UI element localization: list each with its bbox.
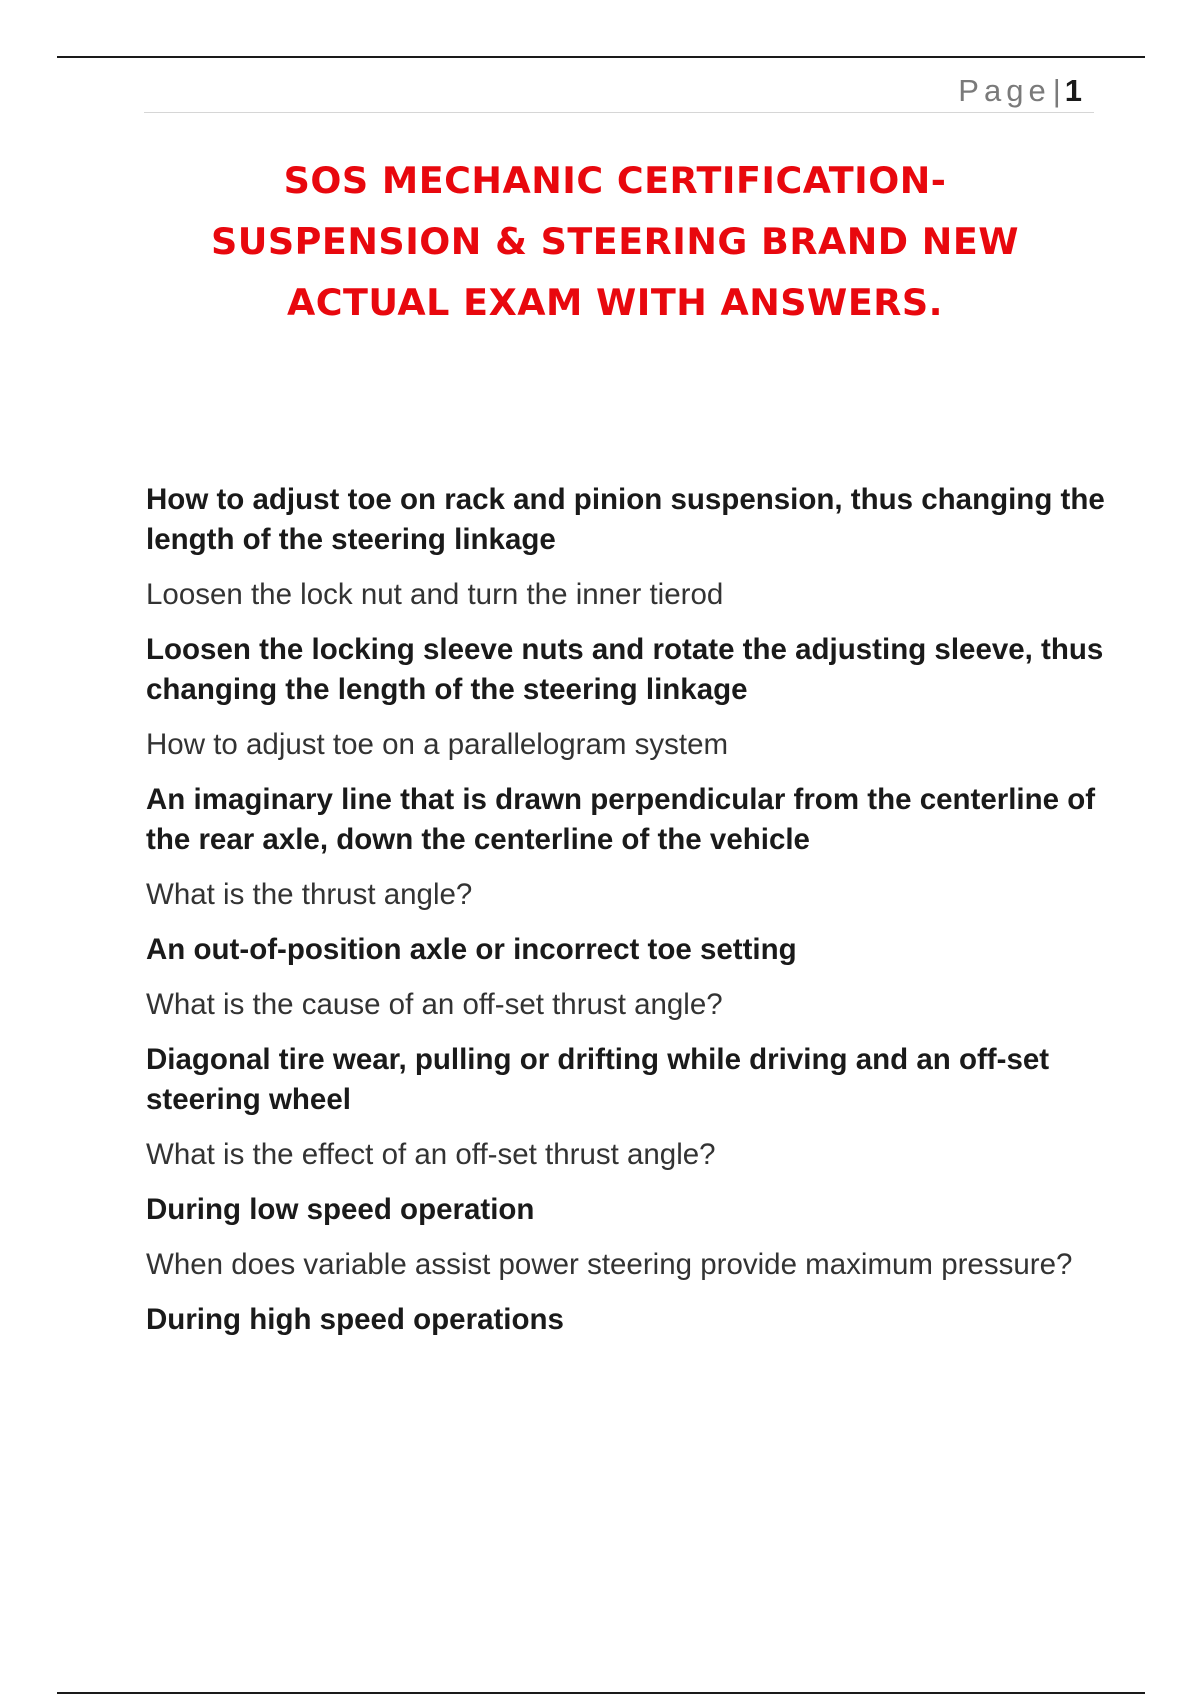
question-text: What is the thrust angle? [146, 878, 473, 911]
answer-text: During low speed operation [146, 1193, 535, 1226]
title-line-3: ACTUAL EXAM WITH ANSWERS. [286, 281, 944, 324]
document-title [150, 150, 1080, 333]
answer-text: An out-of-position axle or incorrect toe setting [146, 933, 797, 966]
answer-text: How to adjust toe on rack and pinion suspension, thus changing the length of the steering linkage [146, 483, 1105, 556]
answer-text: During high speed operations [146, 1303, 564, 1336]
title-line-1: SOS MECHANIC CERTIFICATION- [283, 159, 947, 202]
question-text: How to adjust toe on a parallelogram system [146, 728, 729, 761]
question-text: What is the effect of an off-set thrust angle? [146, 1138, 716, 1171]
question-text: What is the cause of an off-set thrust angle? [146, 988, 723, 1021]
answer-text: Diagonal tire wear, pulling or drifting while driving and an off-set steering wheel [146, 1043, 1050, 1116]
qa-list [146, 480, 1106, 1355]
page-number: 1 [1064, 73, 1082, 108]
page-separator: | [1052, 73, 1061, 108]
question-text: Loosen the lock nut and turn the inner tierod [146, 578, 724, 611]
title-line-2: SUSPENSION & STEERING BRAND NEW [210, 220, 1020, 263]
page-header [144, 70, 1094, 113]
answer-text: An imaginary line that is drawn perpendicular from the centerline of the rear axle, down the centerline of the vehicle [146, 783, 1096, 856]
answer-text: Loosen the locking sleeve nuts and rotate the adjusting sleeve, thus changing the length of the steering linkage [146, 633, 1104, 706]
question-text: When does variable assist power steering provide maximum pressure? [146, 1248, 1073, 1281]
bottom-border-line [57, 1692, 1145, 1694]
page-label: Page [958, 73, 1051, 108]
top-border-line [57, 56, 1145, 58]
